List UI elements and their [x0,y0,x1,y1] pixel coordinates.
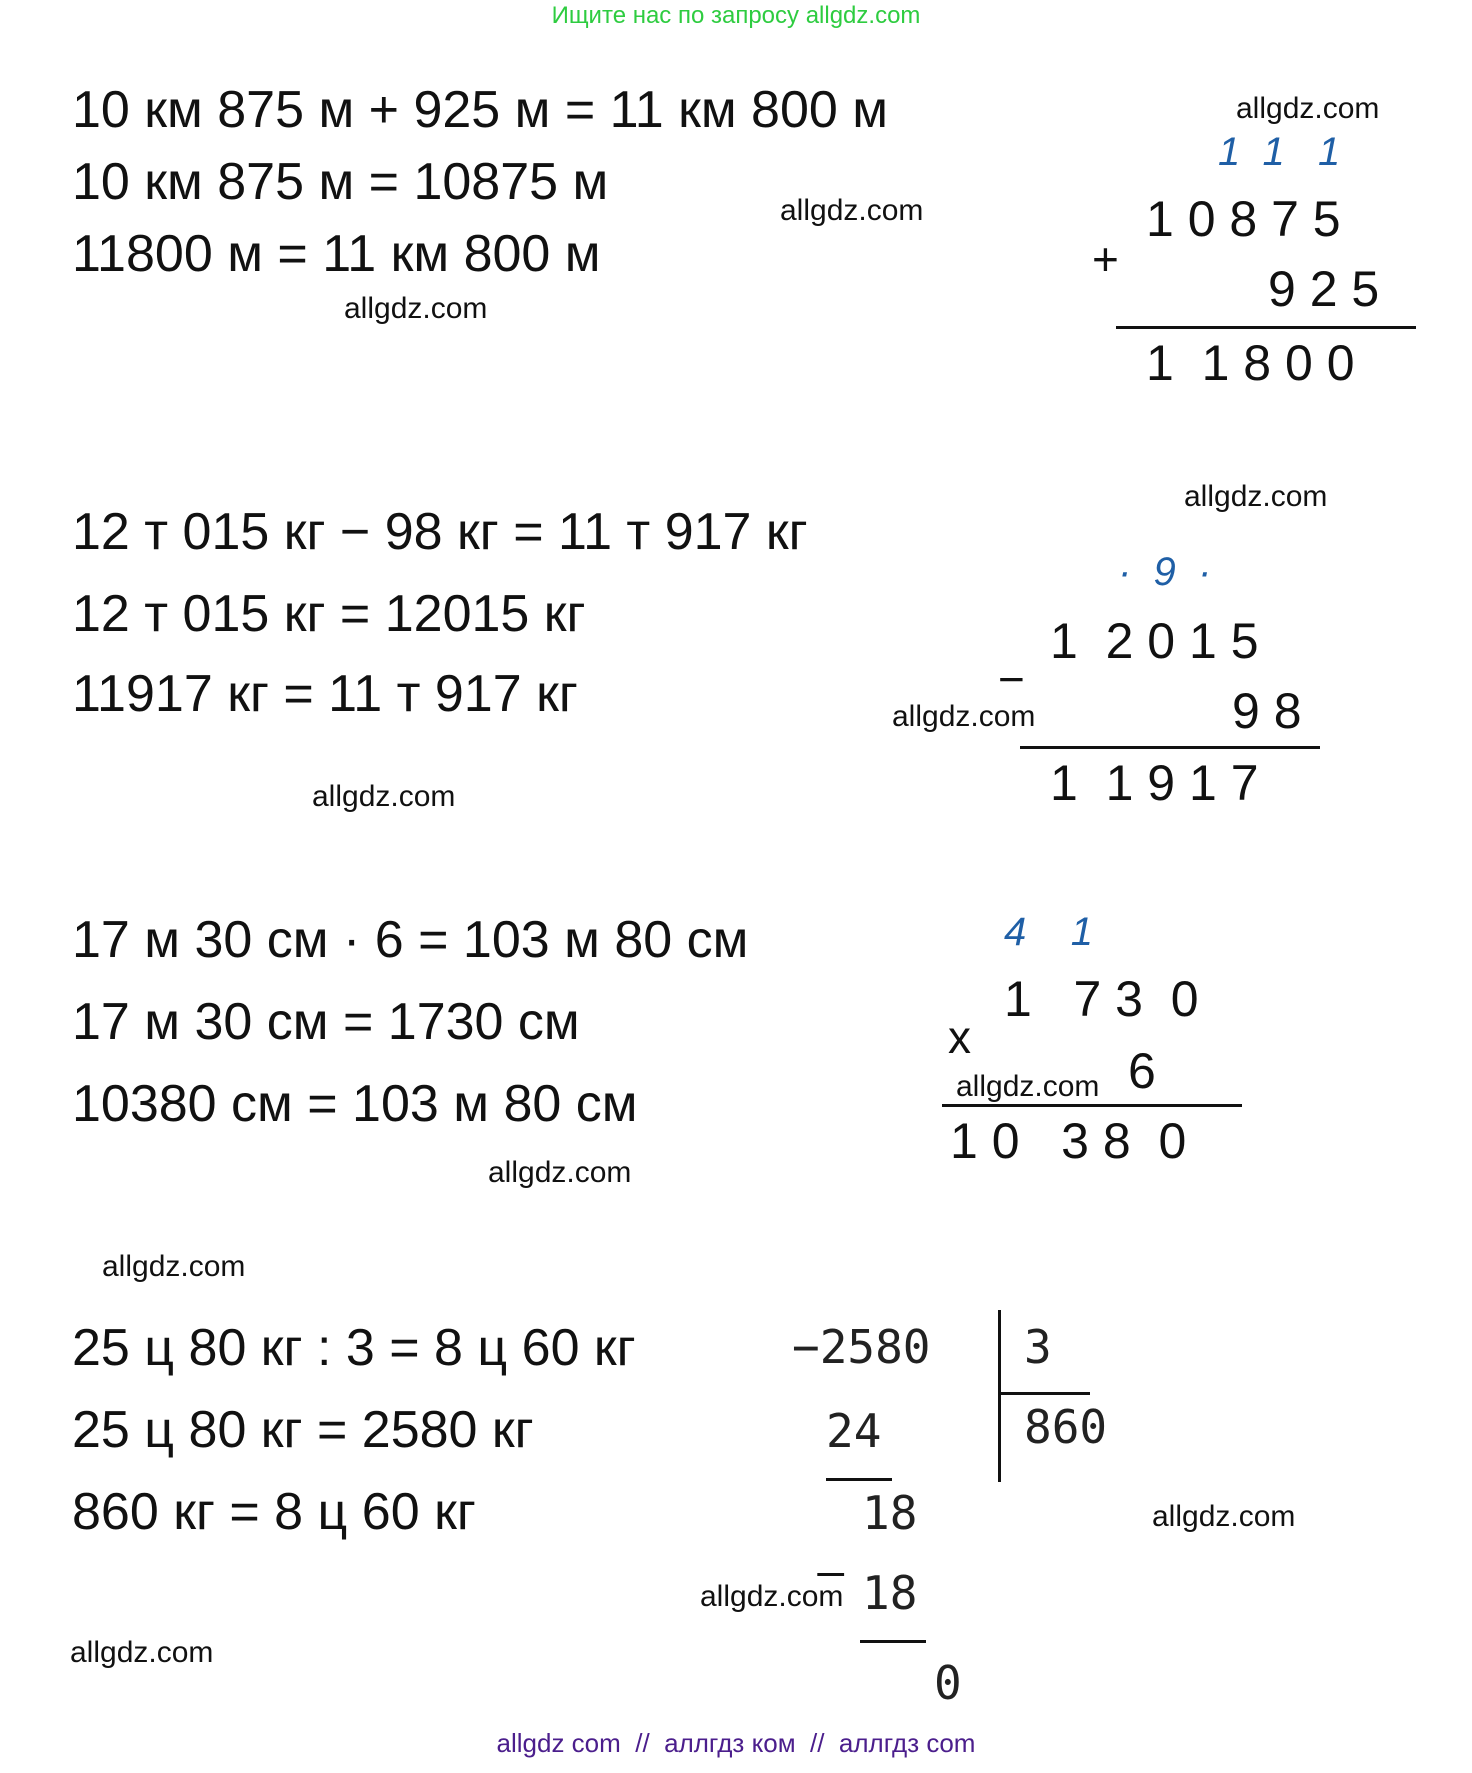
watermark: allgdz.com [1236,92,1380,125]
p4-divisor: 3 [1024,1320,1052,1374]
p4-step-line-2 [860,1640,926,1643]
footer-links: allgdz com // аллгдз ком // аллгдз com [496,1728,976,1758]
p3-column-bottom: 6 [1128,1043,1156,1099]
watermark: allgdz.com [1184,480,1328,513]
p3-column-result: 1 0 3 8 0 [950,1113,1187,1169]
p4-quotient-line [998,1392,1090,1395]
p1-carry-digits: 1 1 1 [1218,130,1341,174]
watermark: allgdz.com [780,194,924,227]
p1-column-bottom: 9 2 5 [1268,261,1380,317]
p4-equation: 25 ц 80 кг : 3 = 8 ц 60 кг [72,1319,636,1377]
p4-division-bar [998,1310,1001,1482]
watermark: allgdz.com [700,1580,844,1613]
p1-conversion-1: 10 км 875 м = 10875 м [72,153,609,211]
p1-equation: 10 км 875 м + 925 м = 11 км 800 м [72,81,889,139]
p4-step-subtrahend: 24 [826,1404,882,1458]
p2-conversion-2: 11917 кг = 11 т 917 кг [72,665,578,723]
p4-conversion-1: 25 ц 80 кг = 2580 кг [72,1401,534,1459]
watermark: allgdz.com [312,780,456,813]
p1-column-result: 1 1 8 0 0 [1146,335,1355,391]
watermark: allgdz.com [956,1070,1100,1103]
p4-step-subtrahend-2: 18 [862,1566,918,1620]
top-banner: Ищите нас по запросу allgdz.com [551,2,921,29]
p2-difference-line [1020,746,1320,749]
p2-column-result: 1 1 9 1 7 [1050,755,1259,811]
p1-plus-sign: + [1092,233,1119,285]
p3-conversion-2: 10380 см = 103 м 80 см [72,1075,638,1133]
p3-multiply-sign: x [948,1011,971,1063]
p4-dividend: −2580 [792,1320,931,1374]
p2-column-top: 1 2 0 1 5 [1050,613,1259,669]
watermark: allgdz.com [488,1156,632,1189]
p2-equation: 12 т 015 кг − 98 кг = 11 т 917 кг [72,503,808,561]
p4-step-remainder: 18 [862,1486,918,1540]
p2-column-bottom: 9 8 [1232,683,1302,739]
p4-final-remainder: 0 [934,1656,962,1710]
watermark: allgdz.com [1152,1500,1296,1533]
p3-conversion-1: 17 м 30 см = 1730 см [72,993,580,1051]
watermark: allgdz.com [344,292,488,325]
p3-equation: 17 м 30 см · 6 = 103 м 80 см [72,911,749,969]
p4-conversion-2: 860 кг = 8 ц 60 кг [72,1483,476,1541]
watermark: allgdz.com [102,1250,246,1283]
p3-product-line [942,1104,1242,1107]
p3-carry-digits: 4 1 [1004,910,1093,954]
p1-sum-line [1116,326,1416,329]
p1-conversion-2: 11800 м = 11 км 800 м [72,225,601,283]
p4-quotient: 860 [1024,1400,1108,1454]
watermark: allgdz.com [70,1636,214,1669]
p2-borrow-marks: · 9 · [1118,550,1212,594]
watermark: allgdz.com [892,700,1036,733]
p4-step-line-1 [826,1478,892,1481]
p3-column-top: 1 7 3 0 [1004,971,1199,1027]
p1-column-top: 1 0 8 7 5 [1146,191,1341,247]
p2-conversion-1: 12 т 015 кг = 12015 кг [72,585,586,643]
p4-minus-sign: _ [818,1525,844,1577]
p2-minus-sign: − [998,653,1025,705]
